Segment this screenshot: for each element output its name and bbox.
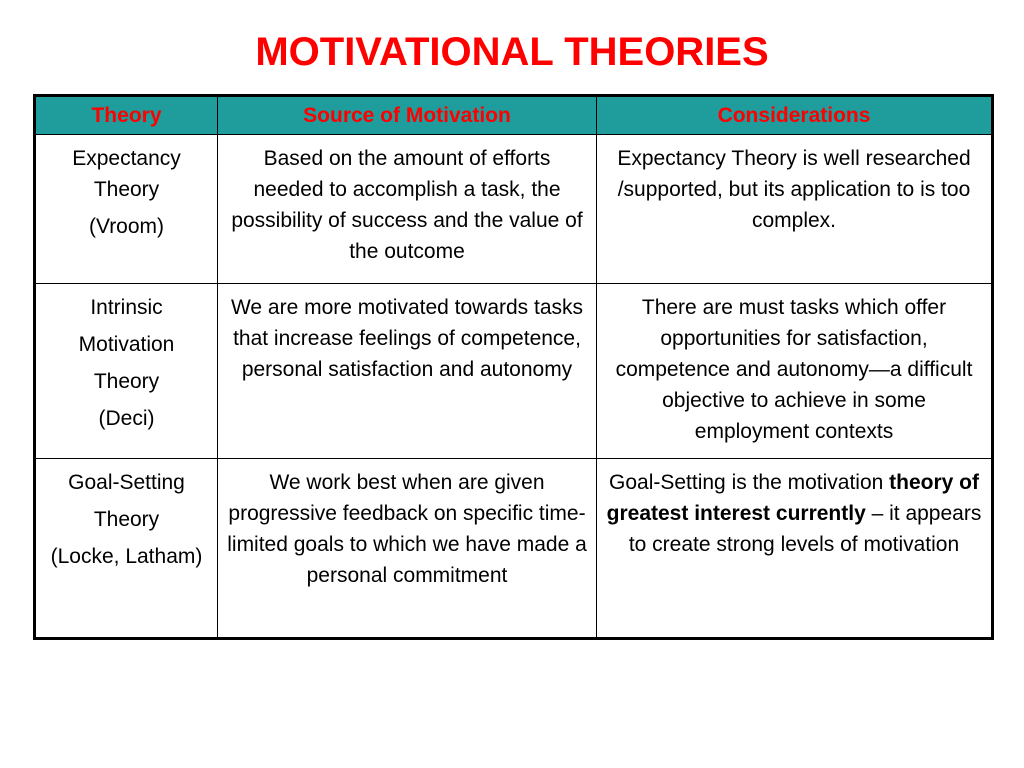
theory-name-line: Intrinsic	[90, 296, 163, 319]
considerations-cell	[597, 459, 993, 639]
table-row	[35, 284, 993, 459]
theory-author: (Vroom)	[88, 215, 165, 238]
theory-name-line: Goal-Setting	[68, 471, 185, 494]
page-title: MOTIVATIONAL THEORIES	[255, 30, 769, 74]
table-header-row	[35, 96, 993, 135]
considerations-cell	[597, 135, 993, 284]
theory-name: Expectancy Theory	[72, 147, 181, 201]
source-text: Based on the amount of efforts needed to accomplish a task, the possibility of success and the value of the outcome	[231, 147, 583, 263]
theory-author: (Deci)	[98, 407, 155, 430]
theory-cell	[35, 459, 218, 639]
theories-table	[33, 94, 994, 640]
source-cell	[218, 135, 597, 284]
emphasis-text: theory of greatest interest currently	[606, 471, 979, 525]
table-row	[35, 459, 993, 639]
header-considerations: Considerations	[597, 96, 993, 135]
considerations-text: Goal-Setting is the motivation theory of greatest interest currently – it appears to create strong levels of motivation	[606, 471, 982, 556]
table-row	[35, 135, 993, 284]
considerations-text: There are must tasks which offer opportunities for satisfaction, competence and autonomy—a difficult objective to achieve in some employment contexts	[615, 296, 973, 443]
theory-author: (Locke, Latham)	[50, 545, 203, 568]
theory-cell	[35, 284, 218, 459]
header-source-of-motivation: Source of Motivation	[218, 96, 597, 135]
considerations-cell	[597, 284, 993, 459]
considerations-text: Expectancy Theory is well researched /supported, but its application to is too complex.	[617, 147, 971, 232]
theory-name-line: Theory	[93, 508, 160, 531]
source-text: We are more motivated towards tasks that increase feelings of competence, personal satisfaction and autonomy	[230, 296, 584, 381]
source-cell	[218, 459, 597, 639]
source-cell	[218, 284, 597, 459]
theory-cell	[35, 135, 218, 284]
source-text: We work best when are given progressive feedback on specific time-limited goals to which we have made a personal commitment	[227, 471, 587, 587]
header-theory: Theory	[35, 96, 218, 135]
theory-name-line: Theory	[93, 370, 160, 393]
theory-name-line: Motivation	[78, 333, 175, 356]
